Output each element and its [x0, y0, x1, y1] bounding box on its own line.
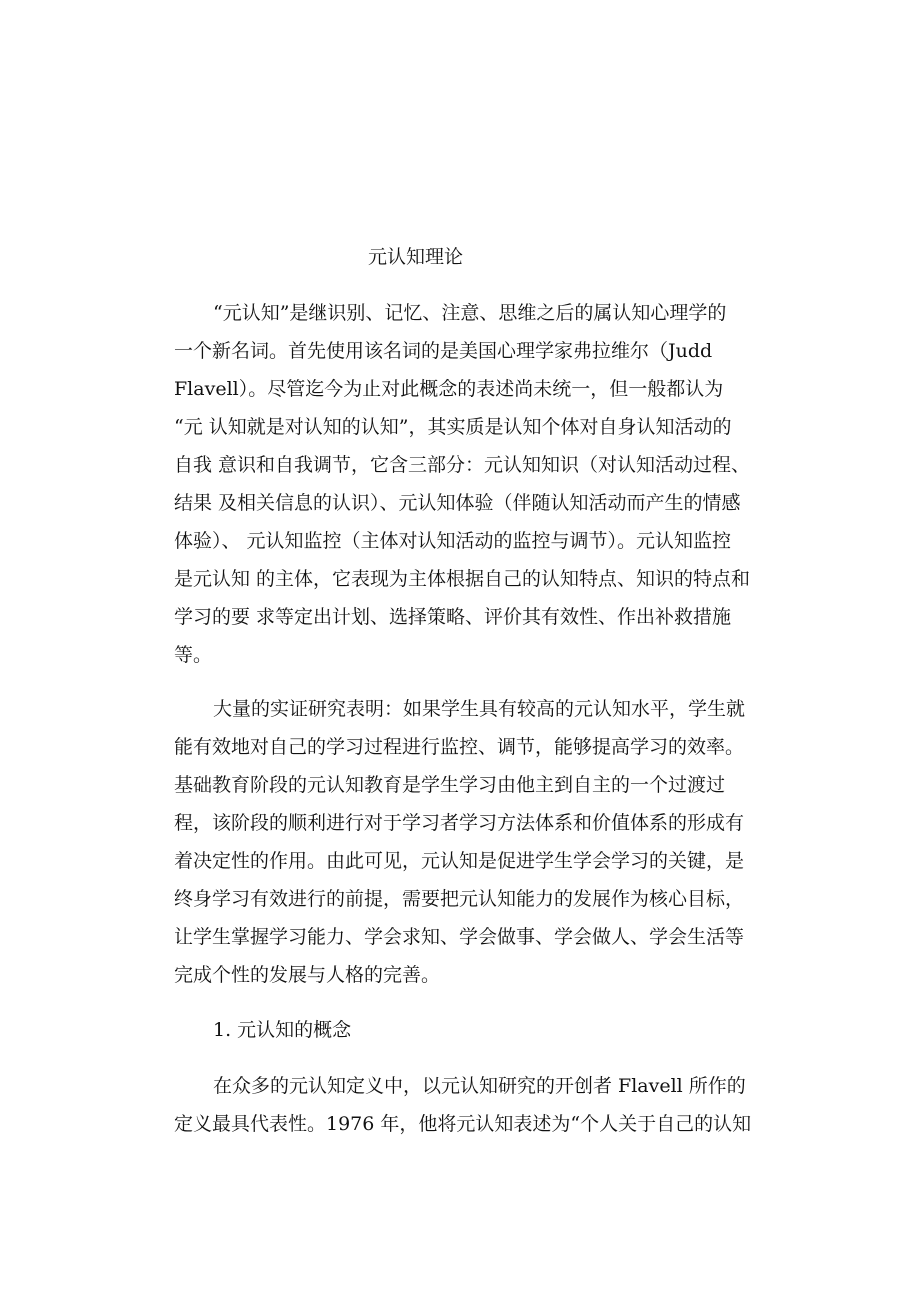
paragraph-1-line-7: 体验）、 元认知监控（主体对认知活动的监控与调节）。元认知监控	[174, 530, 732, 552]
paragraph-2-line-5: 着决定性的作用。由此可见，元认知是促进学生学会学习的关键，是	[174, 850, 745, 872]
paragraph-1-line-1: “元认知”是继识别、记忆、注意、思维之后的属认知心理学的	[213, 302, 727, 324]
section-heading-1: 1. 元认知的概念	[213, 1019, 352, 1041]
paragraph-2-line-3: 基础教育阶段的元认知教育是学生学习由他主到自主的一个过渡过	[174, 774, 726, 796]
paragraph-1-line-6: 结果 及相关信息的认识）、元认知体验（伴随认知活动而产生的情感	[174, 492, 741, 514]
paragraph-3-line-1: 在众多的元认知定义中，以元认知研究的开创者 Flavell 所作的	[213, 1075, 746, 1097]
document-title: 元认知理论	[368, 246, 464, 268]
paragraph-2-line-8: 完成个性的发展与人格的完善。	[174, 964, 441, 986]
paragraph-1-line-3: Flavell）。尽管迄今为止对此概念的表述尚未统一，但一般都认为	[174, 378, 724, 400]
paragraph-2-line-1: 大量的实证研究表明：如果学生具有较高的元认知水平，学生就	[213, 698, 746, 720]
paragraph-1-line-2: 一个新名词。首先使用该名词的是美国心理学家弗拉维尔（Judd	[174, 340, 713, 362]
paragraph-2-line-2: 能有效地对自己的学习过程进行监控、调节，能够提高学习的效率。	[174, 736, 745, 758]
paragraph-2-line-4: 程，该阶段的顺利进行对于学习者学习方法体系和价值体系的形成有	[174, 812, 745, 834]
paragraph-1-line-5: 自我 意识和自我调节，它含三部分：元认知知识（对认知活动过程、	[174, 454, 751, 476]
paragraph-3-line-2: 定义最具代表性。1976 年，他将元认知表述为“个人关于自己的认知	[174, 1113, 752, 1135]
paragraph-1-line-8: 是元认知 的主体，它表现为主体根据自己的认知特点、知识的特点和	[174, 568, 751, 590]
paragraph-1-line-9: 学习的要 求等定出计划、选择策略、评价其有效性、作出补救措施	[174, 606, 732, 628]
paragraph-1-line-10: 等。	[174, 644, 213, 666]
paragraph-1-line-4: “元 认知就是对认知的认知”，其实质是认知个体对自身认知活动的	[174, 416, 732, 438]
paragraph-2-line-6: 终身学习有效进行的前提，需要把元认知能力的发展作为核心目标，	[174, 888, 745, 910]
paragraph-2-line-7: 让学生掌握学习能力、学会求知、学会做事、学会做人、学会生活等	[174, 926, 745, 948]
